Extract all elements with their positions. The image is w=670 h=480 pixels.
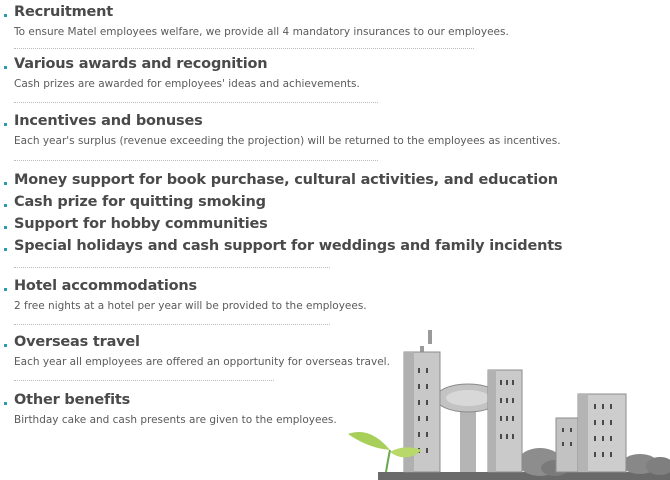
bullet-icon (4, 226, 7, 229)
ground-strip (378, 472, 670, 480)
divider (14, 48, 474, 49)
divider (14, 160, 378, 161)
benefit-title: Incentives and bonuses (14, 113, 203, 129)
bullet-icon (4, 204, 7, 207)
support-item-holidays: Special holidays and cash support for weddings and family incidents (14, 238, 563, 254)
benefit-description: Each year all employees are offered an opportunity for overseas travel. (14, 356, 390, 368)
benefit-description: 2 free nights at a hotel per year will be provided to the employees. (14, 300, 367, 312)
bullet-icon (4, 182, 7, 185)
benefit-description: To ensure Matel employees welfare, we provide all 4 mandatory insurances to our employees. (14, 26, 509, 38)
benefit-title: Recruitment (14, 4, 113, 20)
bullet-icon (4, 66, 7, 69)
support-item-book: Money support for book purchase, cultural activities, and education (14, 172, 558, 188)
benefit-title: Other benefits (14, 392, 131, 408)
divider (14, 380, 274, 381)
bullet-icon (4, 288, 7, 291)
divider (14, 267, 330, 268)
city-buildings-illustration (340, 322, 670, 480)
divider (14, 324, 330, 325)
right-building-icon (578, 394, 626, 472)
support-item-hobby: Support for hobby communities (14, 216, 268, 232)
bullet-icon (4, 344, 7, 347)
benefit-title: Various awards and recognition (14, 56, 268, 72)
benefit-description: Cash prizes are awarded for employees' ideas and achievements. (14, 78, 360, 90)
bullet-icon (4, 248, 7, 251)
benefit-description: Birthday cake and cash presents are given to the employees. (14, 414, 337, 426)
benefit-title: Overseas travel (14, 334, 140, 350)
benefit-description: Each year's surplus (revenue exceeding the projection) will be returned to the employees as incentives. (14, 135, 561, 147)
bullet-icon (4, 402, 7, 405)
divider (14, 102, 378, 103)
small-building-icon (556, 418, 578, 472)
bullet-icon (4, 123, 7, 126)
support-item-smoking: Cash prize for quitting smoking (14, 194, 266, 210)
office-building-icon (488, 370, 522, 472)
benefit-title: Hotel accommodations (14, 278, 197, 294)
bullet-icon (4, 14, 7, 17)
